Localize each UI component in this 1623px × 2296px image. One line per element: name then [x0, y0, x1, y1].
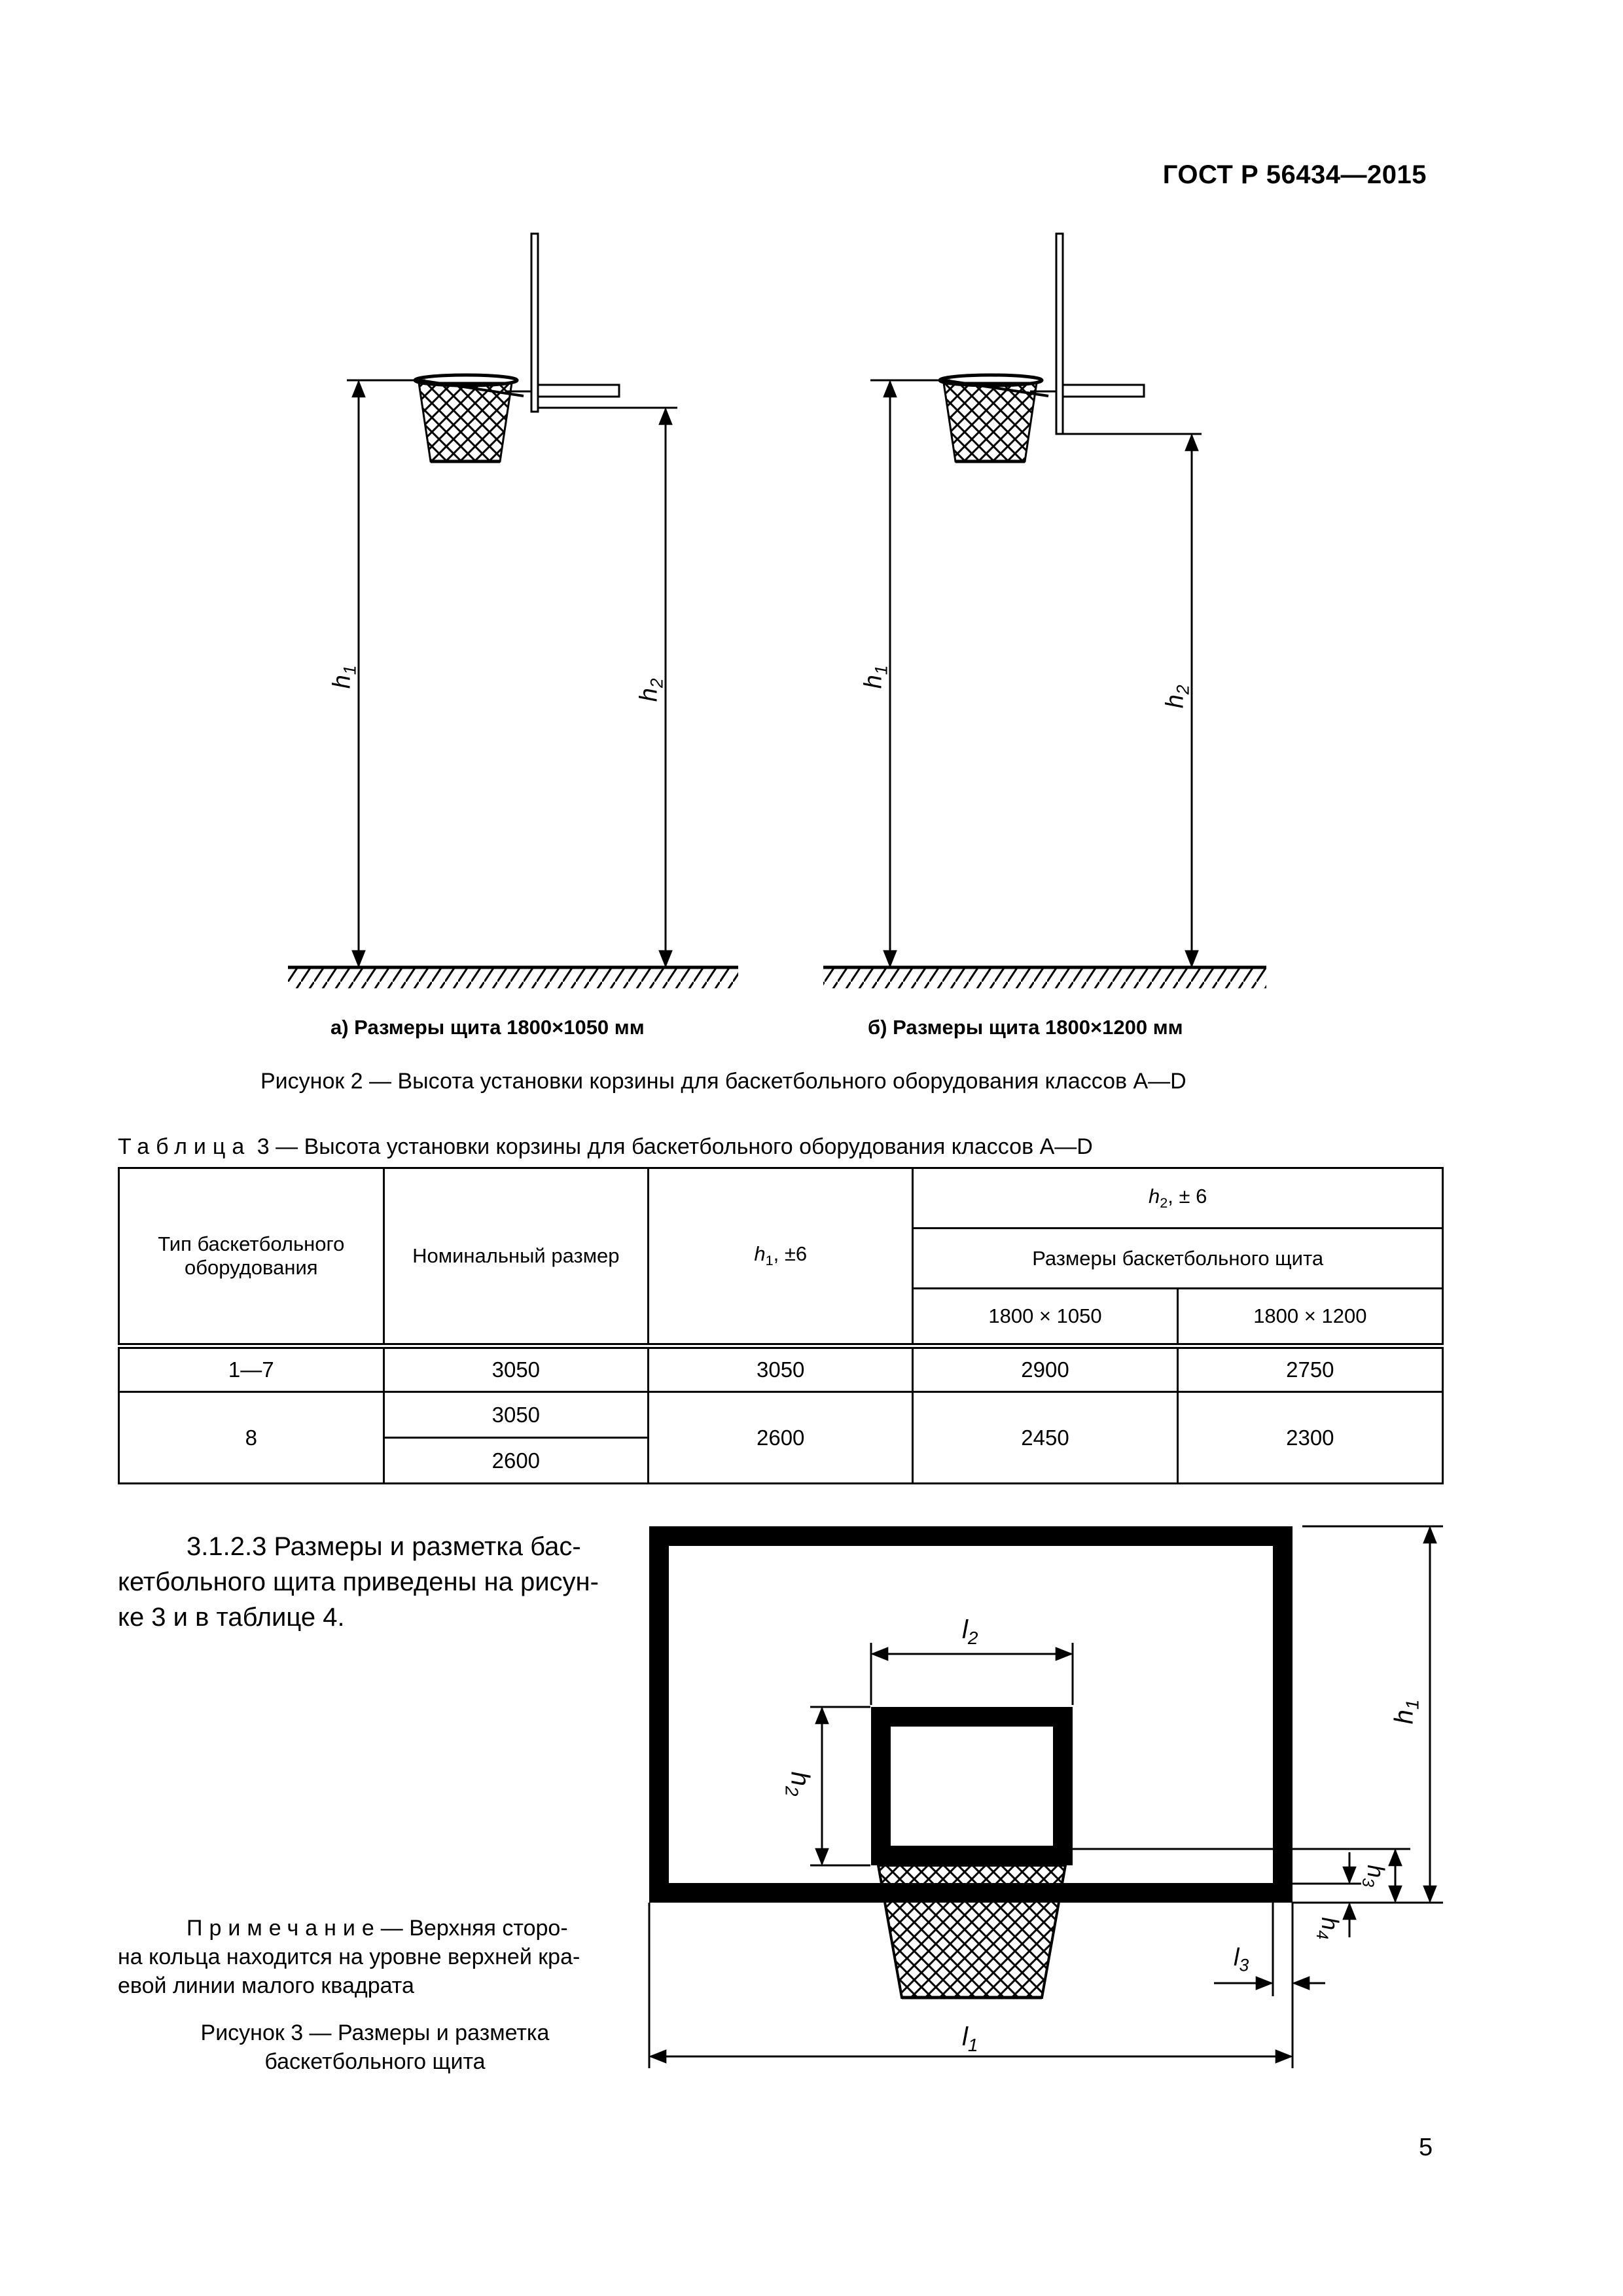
cell-type: 1—7 [119, 1346, 384, 1392]
net-front [878, 1865, 1065, 1998]
net-b [944, 383, 1037, 461]
bracket-b [1063, 385, 1144, 397]
caption-panel-a: а) Размеры щита 1800×1050 мм [330, 1016, 645, 1039]
label-h1-a: $h_1$ [328, 665, 360, 689]
document-id: ГОСТ Р 56434—2015 [1162, 160, 1427, 189]
header-type: Тип баскетбольного оборудования [119, 1168, 384, 1346]
target-square [881, 1717, 1063, 1856]
cell-type: 8 [119, 1392, 384, 1484]
note: Примечание— Верхняя сторо- на кольца находится на уровне верхней кра- евой линии малого квадрата [118, 1916, 580, 1998]
section-paragraph: 3.1.2.3 Размеры и разметка бас- кетбольного щита приведены на рисун- ке 3 и в таблице 4. [118, 1532, 599, 1632]
label-h2-a: $h_2$ [635, 678, 667, 702]
label-l2: $l_2$ [962, 1615, 978, 1648]
figure-3-caption: Рисунок 3 — Размеры и разметка баскетбольного щита [200, 2020, 550, 2074]
table-row [119, 1392, 1443, 1438]
label-h2-b: $h_2$ [1161, 685, 1193, 709]
figure-2-caption: Рисунок 2 — Высота установки корзины для баскетбольного оборудования классов A—D [260, 1069, 1186, 1094]
page-number: 5 [1419, 2134, 1433, 2161]
header-h1: $h_1$, ±6 [649, 1168, 913, 1346]
label-h4: $h_4$ [1312, 1917, 1344, 1940]
panel-b-drawing [823, 234, 1266, 988]
cell-h1: 2600 [649, 1392, 913, 1484]
figure-3-drawing [649, 1526, 1443, 2068]
header-shield: Размеры баскетбольного щита [913, 1229, 1443, 1289]
cell-nominal: 3050 [383, 1392, 649, 1438]
table-row [119, 1346, 1443, 1392]
header-size-1: 1800 × 1050 [913, 1289, 1177, 1346]
panel-a-drawing [288, 234, 738, 988]
header-nominal: Номинальный размер [383, 1168, 649, 1346]
label-h2: $h_2$ [781, 1771, 815, 1797]
label-h1: $h_1$ [1389, 1699, 1423, 1725]
label-h3: $h_3$ [1358, 1865, 1390, 1888]
caption-panel-b: б) Размеры щита 1800×1200 мм [868, 1016, 1183, 1039]
label-h1-b: $h_1$ [859, 665, 891, 689]
cell-s2: 2300 [1177, 1392, 1442, 1484]
bracket-a [538, 385, 619, 397]
cell-s2: 2750 [1177, 1346, 1442, 1392]
net-a [419, 383, 512, 461]
cell-s1: 2450 [913, 1392, 1177, 1484]
backboard-side-b [1056, 234, 1063, 434]
table-3 [118, 1167, 1444, 1484]
cell-nominal: 3050 [383, 1346, 649, 1392]
header-h2: $h_2$, ± 6 [913, 1168, 1443, 1229]
label-l3: $l_3$ [1234, 1944, 1249, 1975]
cell-nominal: 2600 [383, 1438, 649, 1484]
label-l1: $l_1$ [962, 2022, 978, 2055]
cell-s1: 2900 [913, 1346, 1177, 1392]
cell-h1: 3050 [649, 1346, 913, 1392]
header-size-2: 1800 × 1200 [1177, 1289, 1442, 1346]
table-3-title: Таблица 3 — Высота установки корзины для баскетбольного оборудования классов A—D [118, 1134, 1093, 1159]
